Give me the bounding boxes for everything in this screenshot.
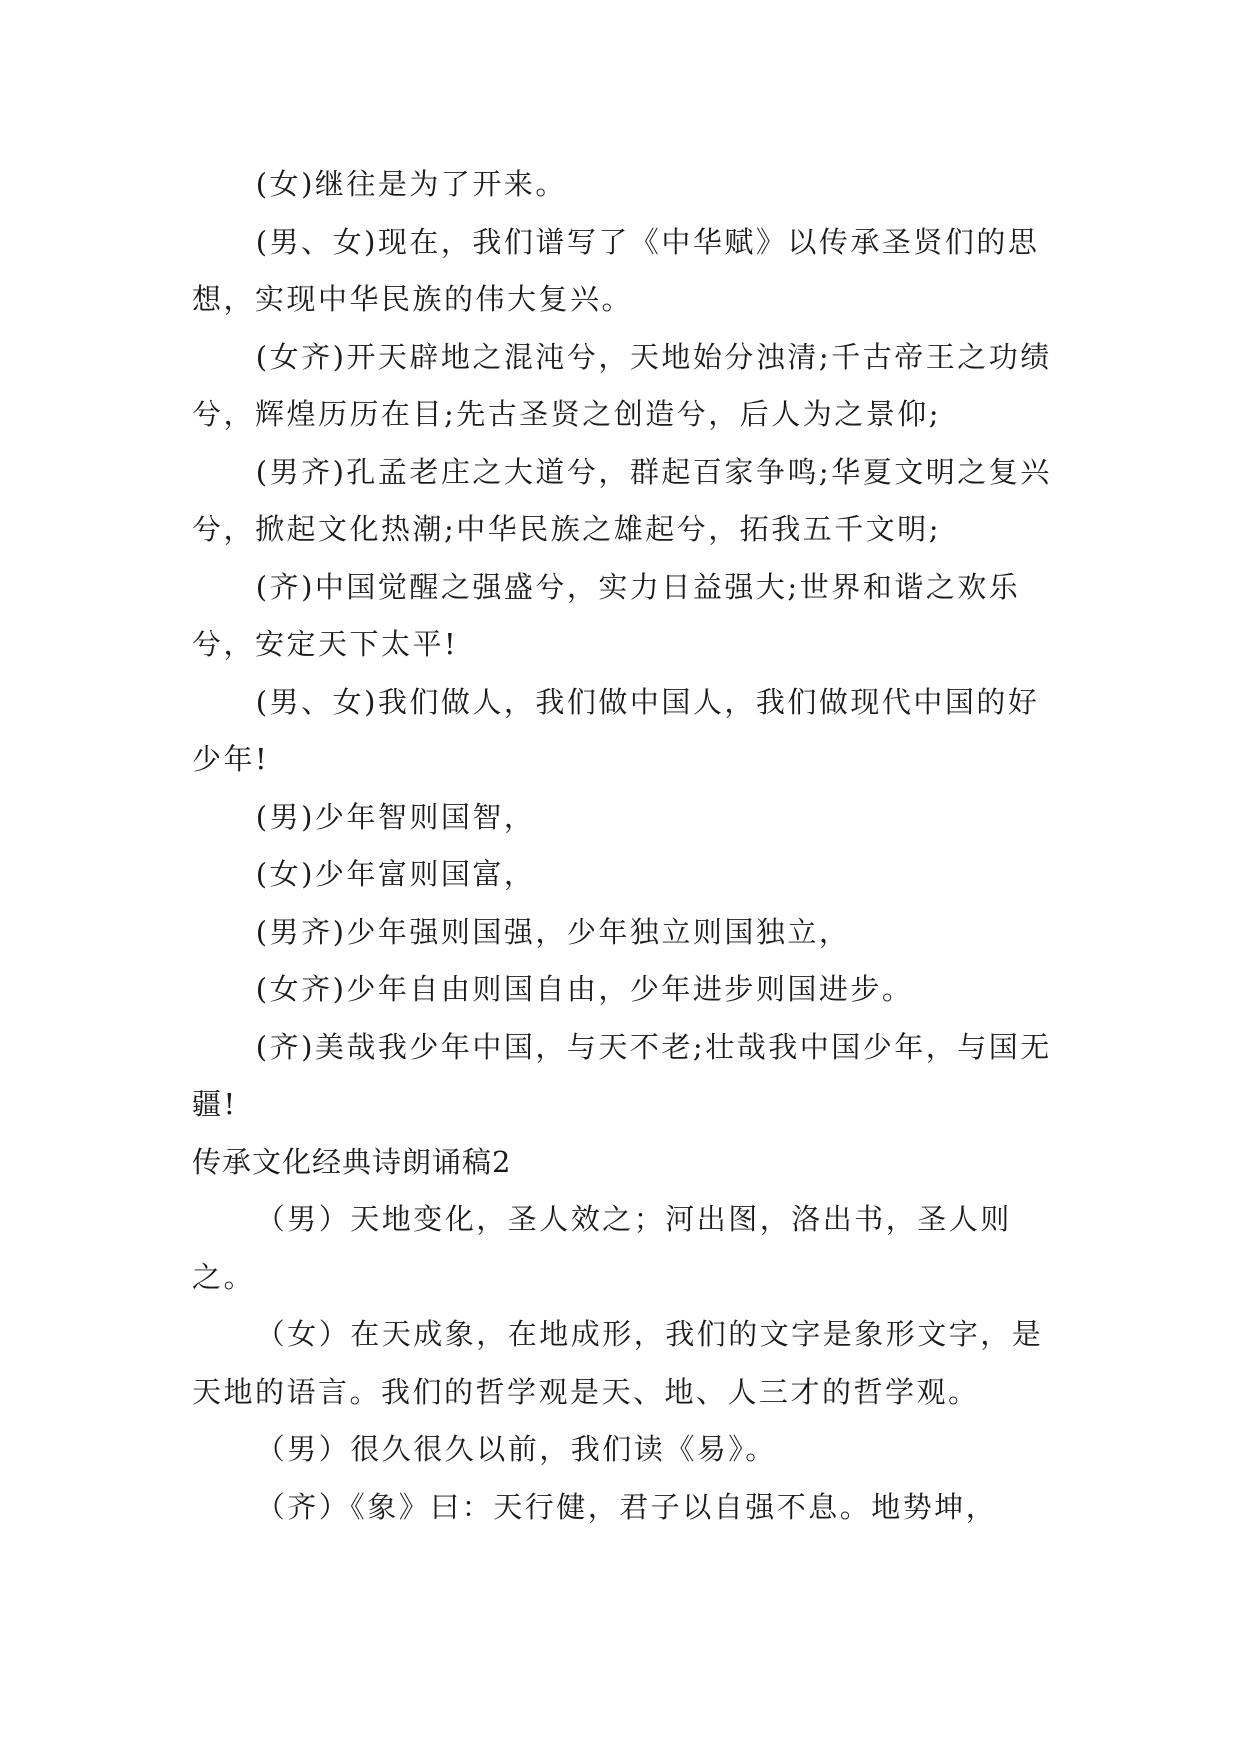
paragraph: （男）天地变化，圣人效之；河出图，洛出书，圣人则之。: [192, 1202, 1012, 1294]
paragraph: (女)少年富则国富，: [255, 857, 536, 891]
paragraph: (女)继往是为了开来。: [255, 167, 567, 201]
paragraph: (男、女)现在，我们谱写了《中华赋》以传承圣贤们的思想，实现中华民族的伟大复兴。: [192, 224, 1040, 316]
section-title: 传承文化经典诗朗诵稿2: [192, 1144, 512, 1179]
paragraph: （女）在天成象，在地成形，我们的文字是象形文字，是天地的语言。我们的哲学观是天、地、人三才的哲学观。: [192, 1317, 1044, 1409]
paragraph: (男齐)孔孟老庄之大道兮，群起百家争鸣;华夏文明之复兴兮，掀起文化热潮;中华民族之雄起兮，拓我五千文明;: [192, 454, 1052, 546]
paragraph: （男）很久很久以前，我们读《易》。: [255, 1432, 777, 1466]
paragraph: (齐)美哉我少年中国，与天不老;壮哉我中国少年，与国无疆!: [192, 1029, 1052, 1121]
paragraph: (男、女)我们做人，我们做中国人，我们做现代中国的好少年!: [192, 684, 1040, 776]
paragraph: (男齐)少年强则国强，少年独立则国独立，: [255, 914, 851, 949]
paragraph: （齐）《象》曰：天行健，君子以自强不息。地势坤，: [255, 1489, 998, 1524]
paragraph: (男)少年智则国智，: [255, 799, 536, 834]
paragraph: (女齐)少年自由则国自由，少年进步则国进步。: [255, 972, 914, 1006]
paragraph: (女齐)开天辟地之混沌兮，天地始分浊清;千古帝王之功绩兮，辉煌历历在目;先古圣贤之创造兮，后人为之景仰;: [192, 339, 1052, 431]
document-body: [192, 156, 1060, 1536]
paragraph: (齐)中国觉醒之强盛兮，实力日益强大;世界和谐之欢乐兮，安定天下太平!: [192, 569, 1021, 661]
